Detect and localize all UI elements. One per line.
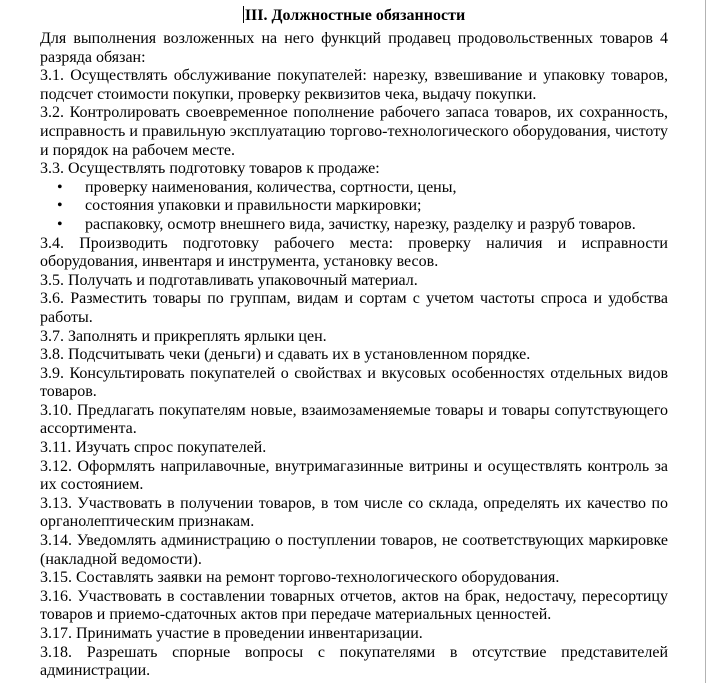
duty-item-3.12[interactable]	[40, 458, 668, 495]
duty-sublist	[40, 179, 668, 235]
duty-number: 3.13.	[40, 494, 72, 512]
duty-text: Разместить товары по группам, видам и сортам с учетом частоты спроса и удобства работы.	[40, 290, 669, 326]
duty-item-3.8[interactable]	[40, 346, 668, 365]
bullet-icon: •	[57, 215, 63, 233]
duty-number: 3.2.	[40, 104, 64, 122]
duty-text: Уведомлять администрацию о поступлении товаров, не соответствующих маркировке (накладной ведомости).	[40, 532, 669, 568]
duty-text: Осуществлять подготовку товаров к продаже:	[68, 160, 380, 178]
duty-number: 3.8.	[40, 346, 64, 364]
document-content[interactable]	[40, 6, 668, 681]
section-title[interactable]	[40, 6, 668, 25]
duty-number: 3.17.	[40, 625, 72, 642]
duty-text: Участвовать в получении товаров, в том числе со склада, определять их качество по органолептическим признакам.	[40, 494, 669, 531]
text-cursor	[243, 6, 244, 23]
duty-item-3.4[interactable]	[40, 235, 668, 272]
duty-number: 3.16.	[40, 587, 72, 605]
duty-number: 3.3.	[40, 160, 64, 178]
page-edge-line	[705, 0, 706, 683]
bullet-item[interactable]	[40, 216, 668, 235]
duty-number: 3.11.	[40, 439, 72, 457]
duty-number: 3.6.	[40, 290, 64, 308]
duty-item-3.18[interactable]	[40, 644, 668, 681]
duty-number: 3.5.	[40, 271, 64, 289]
duty-number: 3.10.	[40, 401, 72, 419]
intro-paragraph[interactable]: Для выполнения возложенных на него функций продавец продовольственных товаров 4 разряда обязан:	[40, 30, 668, 66]
duty-item-3.9[interactable]	[40, 365, 668, 402]
duty-number: 3.18.	[40, 643, 72, 661]
duty-text: Контролировать своевременное пополнение рабочего запаса товаров, их сохранность, исправность и правильную эксплуатацию торгово-технологического оборудования, чистоту и порядок на рабочем месте.	[40, 104, 669, 159]
duty-text: Осуществлять обслуживание покупателей: нарезку, взвешивание и упаковку товаров, подсчет стоимости покупки, проверку реквизитов чека, выдачу покупки.	[40, 67, 669, 103]
duties-list	[40, 67, 668, 681]
duty-number: 3.9.	[40, 364, 64, 382]
duty-text: Предлагать покупателям новые, взаимозаменяемые товары и товары сопутствующего ассортимента.	[40, 401, 669, 438]
duty-text: Консультировать покупателей о свойствах и вкусовых особенностях отдельных видов товаров.	[40, 364, 668, 401]
duty-item-3.5[interactable]	[40, 272, 668, 291]
duty-text: Получать и подготавливать упаковочный материал.	[68, 271, 418, 289]
duty-text: Производить подготовку рабочего места: проверку наличия и исправности оборудования, инвентаря и инструмента, установку весов.	[40, 234, 668, 271]
duty-item-3.10[interactable]	[40, 402, 668, 439]
duty-text: Составлять заявки на ремонт торгово-технологического оборудования.	[76, 569, 560, 587]
duty-text: Участвовать в составлении товарных отчетов, актов на брак, недостачу, пересортицу товаров и приемо-сдаточных актов при передаче материальных ценностей.	[40, 587, 668, 624]
duty-text: Подсчитывать чеки (деньги) и сдавать их в установленном порядке.	[68, 346, 531, 364]
duty-item-3.13[interactable]	[40, 495, 668, 532]
duty-item-3.3[interactable]	[40, 160, 668, 179]
duty-item-3.15[interactable]	[40, 569, 668, 588]
duty-number: 3.15.	[40, 569, 72, 587]
duty-text: Принимать участие в проведении инвентаризации.	[76, 625, 423, 642]
bullet-text: состояния упаковки и правильности маркировки;	[85, 197, 422, 215]
duty-number: 3.7.	[40, 327, 64, 345]
duty-item-3.7[interactable]	[40, 328, 668, 347]
duty-item-3.1[interactable]	[40, 67, 668, 104]
duty-item-3.17[interactable]	[40, 625, 668, 644]
duty-number: 3.4.	[40, 234, 64, 252]
duty-text: Изучать спрос покупателей.	[75, 439, 267, 457]
duty-number: 3.1.	[40, 67, 64, 85]
duty-item-3.2[interactable]	[40, 104, 668, 160]
bullet-item[interactable]	[40, 179, 668, 198]
bullet-icon: •	[57, 197, 63, 215]
bullet-item[interactable]	[40, 197, 668, 216]
duty-text: Разрешать спорные вопросы с покупателями в отсутствие представителей администрации.	[40, 643, 669, 680]
duty-text: Заполнять и прикреплять ярлыки цен.	[68, 327, 327, 345]
section-title-text: III. Должностные обязанности	[244, 7, 466, 24]
bullet-text: проверку наименования, количества, сортности, цены,	[85, 178, 457, 196]
duty-number: 3.14.	[40, 532, 72, 550]
duty-item-3.6[interactable]	[40, 290, 668, 327]
bullet-text: распаковку, осмотр внешнего вида, зачистку, нарезку, разделку и разруб товаров.	[85, 215, 636, 233]
bullet-icon: •	[57, 178, 63, 196]
duty-item-3.11[interactable]	[40, 439, 668, 458]
duty-text: Оформлять наприлавочные, внутримагазинные витрины и осуществлять контроль за их состоянием.	[40, 457, 669, 494]
duty-item-3.16[interactable]	[40, 588, 668, 625]
duty-item-3.14[interactable]	[40, 532, 668, 569]
duty-number: 3.12.	[40, 457, 72, 475]
